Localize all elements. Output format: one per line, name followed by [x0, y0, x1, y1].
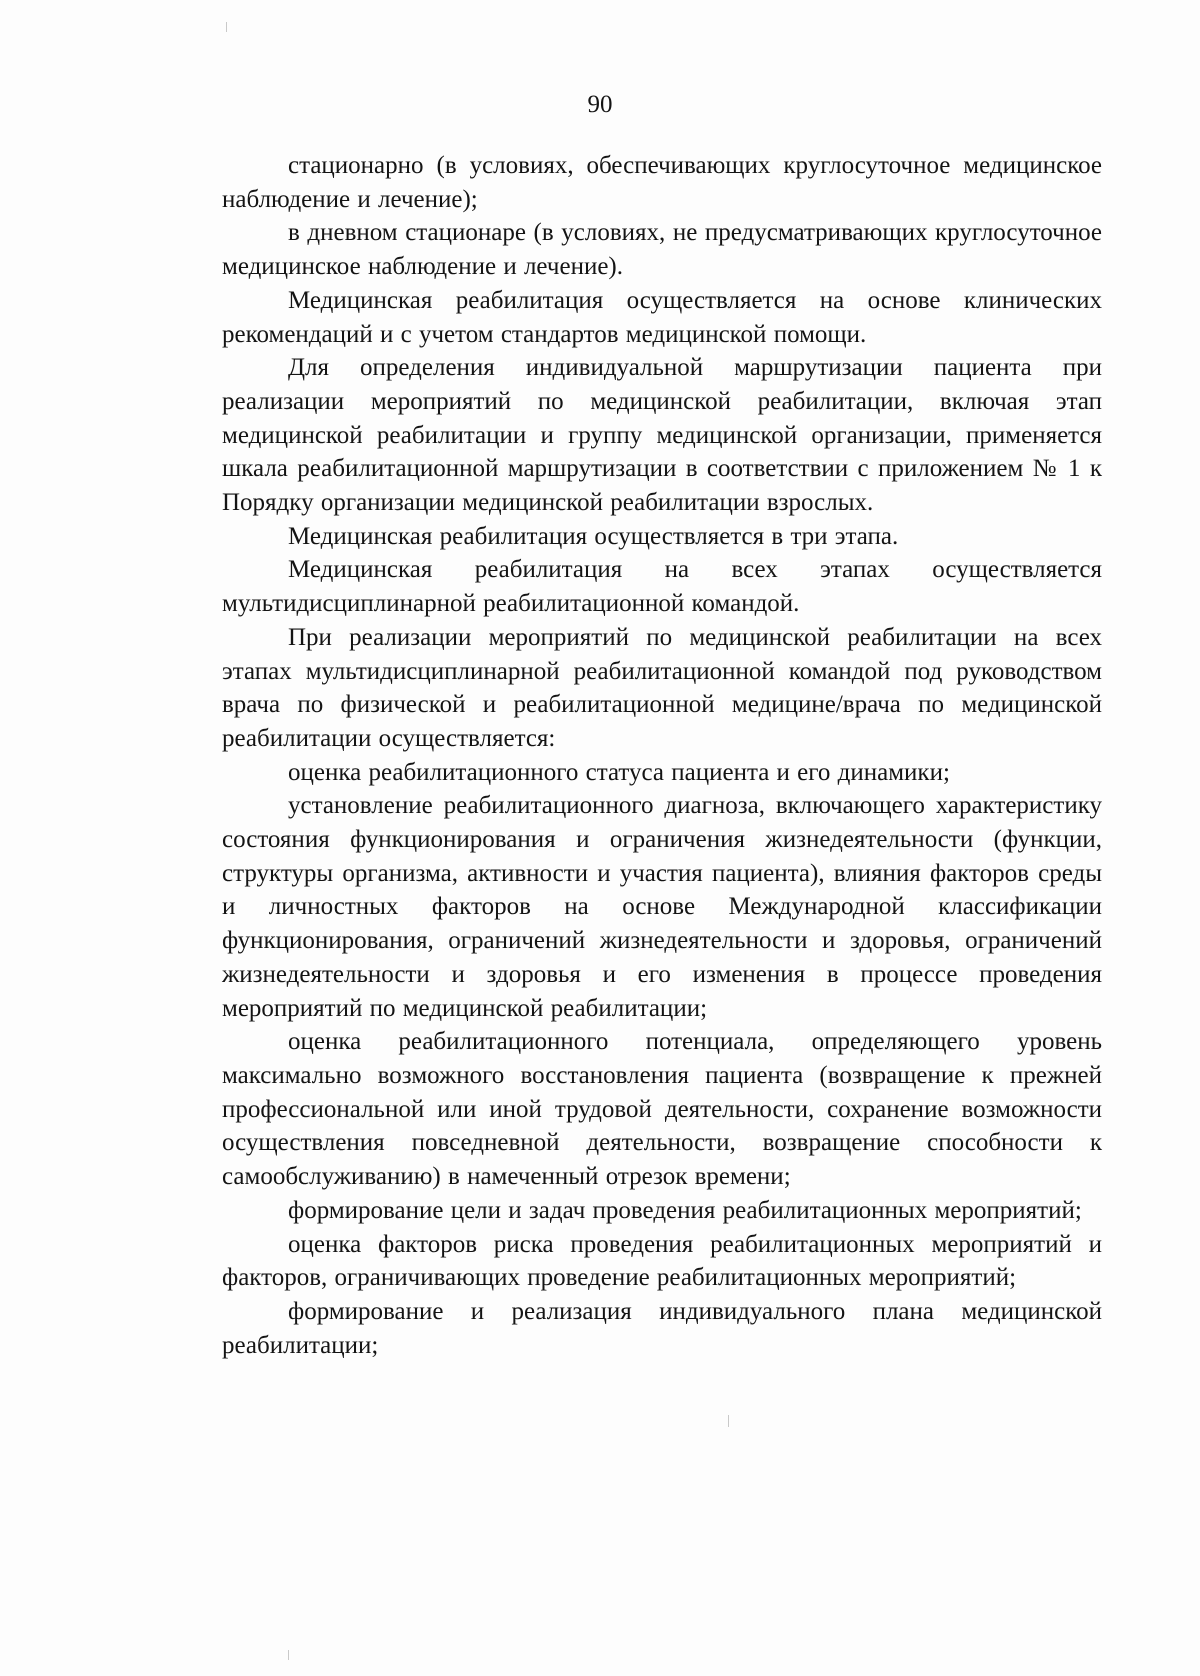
document-body	[222, 149, 1102, 1362]
scan-mark-bottom	[288, 1650, 289, 1660]
paragraph-clinical-guidelines: Медицинская реабилитация осуществляется на основе клинических рекомендаций и с учетом стандартов медицинской помощи.	[222, 286, 1102, 348]
paragraph-three-stages: Медицинская реабилитация осуществляется в три этапа.	[288, 522, 899, 550]
paragraph-inpatient: стационарно (в условиях, обеспечивающих круглосуточное медицинское наблюдение и лечение);	[222, 152, 1102, 213]
list-item-goals: формирование цели и задач проведения реабилитационных мероприятий;	[288, 1196, 1082, 1224]
list-item-potential-assessment: оценка реабилитационного потенциала, определяющего уровень максимально возможного восстановления пациента (возвращение к прежней профессиональной или иной трудовой деятельности, сохранение возможности осуществления повседневной деятельности, возвращение способности к самообслуживанию) в намеченный отрезок времени;	[222, 1028, 1102, 1191]
paragraph-routing-scale: Для определения индивидуальной маршрутизации пациента при реализации мероприятий по медицинской реабилитации, включая этап медицинской реабилитации и группу медицинской организации, применяется шкала реабилитационной маршрутизации в соответствии с приложением № 1 к Порядку организации медицинской реабилитации взрослых.	[222, 354, 1102, 517]
scan-mark-right	[728, 1415, 729, 1427]
paragraph-multidisciplinary-team: Медицинская реабилитация на всех этапах осуществляется мультидисциплинарной реабилитационной командой.	[222, 556, 1102, 618]
paragraph-day-hospital: в дневном стационаре (в условиях, не предусматривающих круглосуточное медицинское наблюдение и лечение).	[222, 219, 1102, 281]
list-item-status-assessment: оценка реабилитационного статуса пациента и его динамики;	[288, 758, 950, 786]
scan-mark-top	[226, 22, 227, 32]
page-number: 90	[587, 91, 613, 118]
paragraph-implementation: При реализации мероприятий по медицинской реабилитации на всех этапах мультидисциплинарной реабилитационной командой под руководством врача по физической и реабилитационной медицине/врача по медицинской реабилитации осуществляется:	[222, 623, 1102, 752]
list-item-diagnosis: установление реабилитационного диагноза, включающего характеристику состояния функционирования и ограничения жизнедеятельности (функции, структуры организма, активности и участия пациента), влияния факторов среды и личностных факторов на основе Международной классификации функционирования, ограничений жизнедеятельности и здоровья, ограничений жизнедеятельности и здоровья и его изменения в процессе проведения мероприятий по медицинской реабилитации;	[222, 792, 1102, 1022]
list-item-individual-plan: формирование и реализация индивидуального плана медицинской реабилитации;	[222, 1297, 1102, 1359]
list-item-risk-factors: оценка факторов риска проведения реабилитационных мероприятий и факторов, ограничивающих проведение реабилитационных мероприятий;	[222, 1230, 1102, 1292]
